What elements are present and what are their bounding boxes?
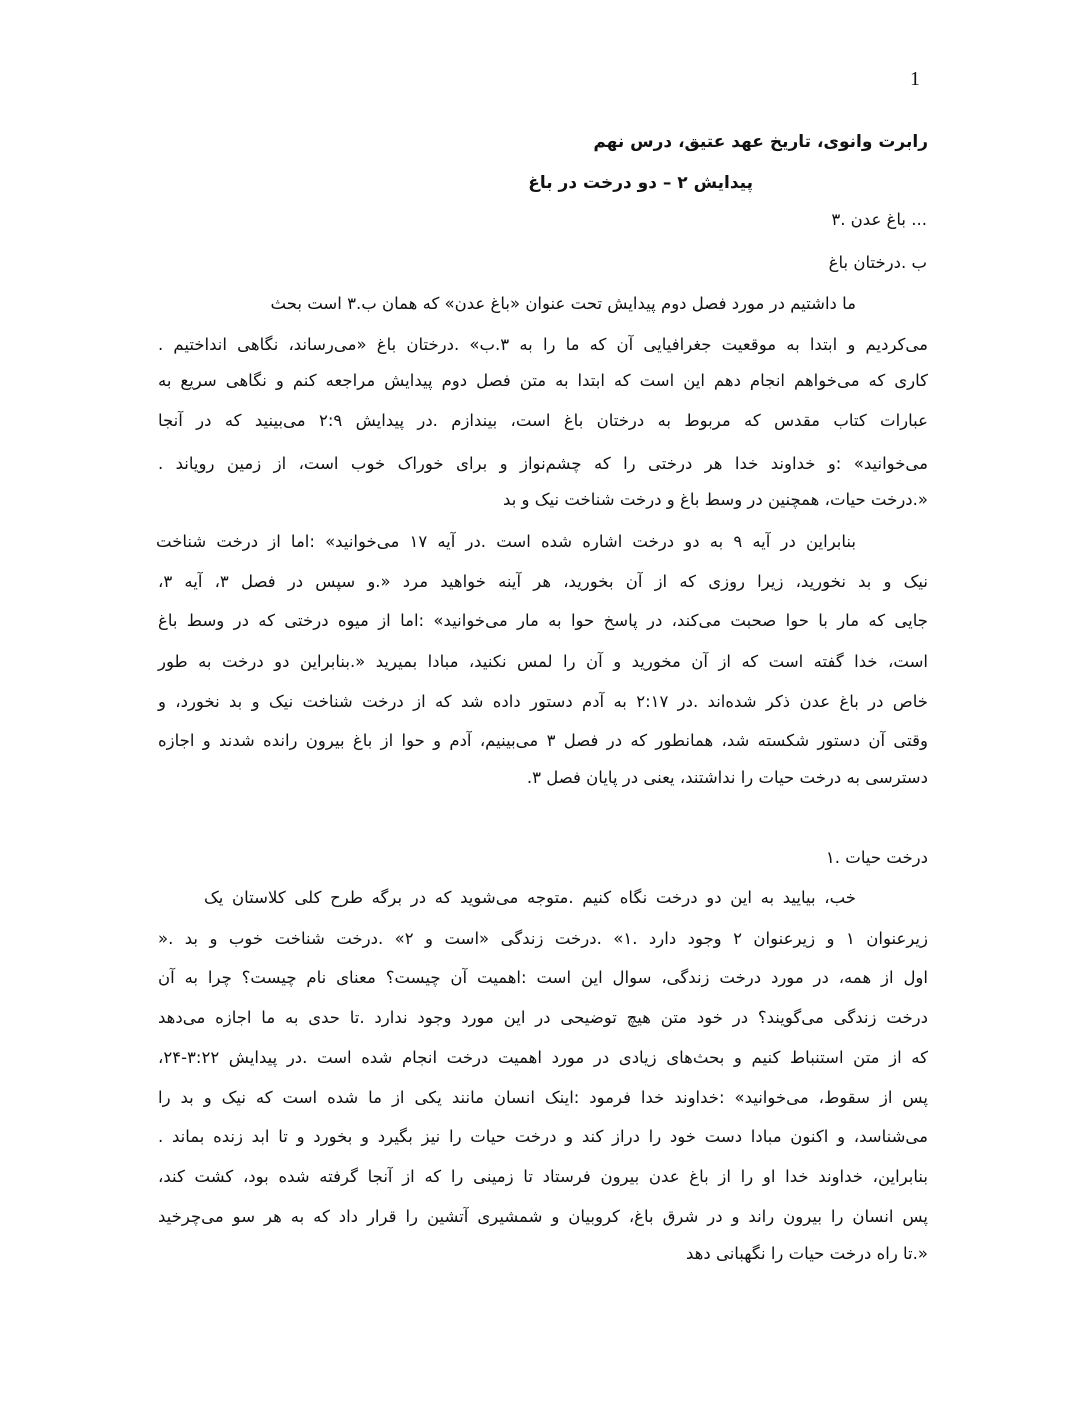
section-heading-tree-of-life: درخت حیات .۱ — [825, 848, 928, 867]
paragraph-3-line: پس از سقوط، می‌خوانید» :خداوند خدا فرمود :اینک انسان مانند یکی از ما شده است که نیک و بد را — [158, 1088, 928, 1107]
paragraph-1-line: «.درخت حیات، همچنین در وسط باغ و درخت شناخت نیک و بد — [503, 490, 928, 509]
document-title: رابرت وانوی، تاریخ عهد عتیق، درس نهم — [593, 132, 928, 152]
paragraph-1-line: کاری که می‌خواهم انجام دهم این است که ابتدا به متن فصل دوم پیدایش مراجعه کنم و نگاهی سریع به — [158, 371, 928, 390]
document-subtitle: پیدایش ۲ – دو درخت در باغ — [528, 173, 753, 193]
outline-item-garden-of-eden: ... باغ عدن .۳ — [831, 210, 927, 229]
paragraph-2-line: خاص در باغ عدن ذکر شده‌اند .در ۲:۱۷ به آدم دستور داده شد که از درخت شناخت نیک و بد نخورد، و — [158, 692, 928, 711]
page-number: 1 — [910, 68, 920, 90]
paragraph-3-line: خب، بیایید به این دو درخت نگاه کنیم .متوجه می‌شوید که در برگه طرح کلی کلاستان یک — [204, 888, 856, 907]
paragraph-3-line: «.تا راه درخت حیات را نگهبانی دهد — [685, 1244, 928, 1263]
paragraph-3-line: می‌شناسد، و اکنون مبادا دست خود را دراز کند و درخت حیات را نیز بگیرد و بخورد و تا ابد زنده بماند . — [158, 1127, 928, 1146]
paragraph-2-line: دسترسی به درخت حیات را نداشتند، یعنی در پایان فصل ۳. — [526, 768, 928, 787]
paragraph-2-line: بنابراین در آیه ۹ به دو درخت اشاره شده است .در آیه ۱۷ می‌خوانید» :اما از درخت شناخت — [156, 532, 856, 551]
paragraph-1-line: عبارات کتاب مقدس که مربوط به درختان باغ است، بیندازم .در پیدایش ۲:۹ می‌بینید که در آنجا — [158, 411, 928, 430]
paragraph-2-line: جایی که مار با حوا صحبت می‌کند، در پاسخ حوا به مار می‌خوانید» :اما از میوه درختی که در وسط باغ — [158, 611, 928, 630]
paragraph-3-line: بنابراین، خداوند خدا او را از باغ عدن بیرون فرستاد تا زمینی را که از آنجا گرفته شده بود، کشت کند، — [158, 1167, 928, 1186]
outline-item-trees-of-garden: ب .درختان باغ — [828, 253, 927, 272]
paragraph-2-line: است، خدا گفته است که از آن مخورید و آن را لمس نکنید، مبادا بمیرید «.بنابراین دو درخت به طور — [158, 652, 928, 671]
paragraph-3-line: پس انسان را بیرون راند و در شرق باغ، کروبیان و شمشیری آتشین را قرار داد که به هر سو می‌چرخید — [158, 1207, 928, 1226]
paragraph-2-line: وقتی آن دستور شکسته شد، همانطور که در فصل ۳ می‌بینیم، آدم و حوا از باغ بیرون رانده شدند و اجازه — [158, 731, 928, 750]
paragraph-3-line: که از متن استنباط کنیم و بحث‌های زیادی در مورد اهمیت درخت انجام شده است .در پیدایش ۳:۲۲-۲۴، — [158, 1048, 928, 1067]
paragraph-1-line: می‌خوانید» :و خداوند خدا هر درختی را که چشم‌نواز و برای خوراک خوب است، از زمین رویاند . — [158, 454, 928, 473]
paragraph-3-line: درخت زندگی می‌گویند؟ در خود متن هیچ توضیحی در این مورد وجود ندارد .تا حدی به ما اجازه می‌دهد — [158, 1008, 928, 1027]
paragraph-3-line: اول از همه، در مورد درخت زندگی، سوال این است :اهمیت آن چیست؟ معنای نام چیست؟ چرا به آن — [158, 968, 928, 987]
paragraph-1-line: ما داشتیم در مورد فصل دوم پیدایش تحت عنوان «باغ عدن» که همان ب.۳ است بحث — [270, 294, 856, 313]
paragraph-3-line: زیرعنوان ۱ و زیرعنوان ۲ وجود دارد .۱» .درخت زندگی «است و ۲» .درخت شناخت خوب و بد .« — [158, 929, 928, 948]
paragraph-2-line: نیک و بد نخورید، زیرا روزی که از آن بخورید، هر آینه خواهید مرد «.و سپس در فصل ۳، آیه ۳، — [158, 572, 928, 591]
paragraph-1-line: می‌کردیم و ابتدا به موقعیت جغرافیایی آن که ما را به ۳.ب» .درختان باغ «می‌رساند، نگاهی انداختیم . — [158, 335, 928, 354]
